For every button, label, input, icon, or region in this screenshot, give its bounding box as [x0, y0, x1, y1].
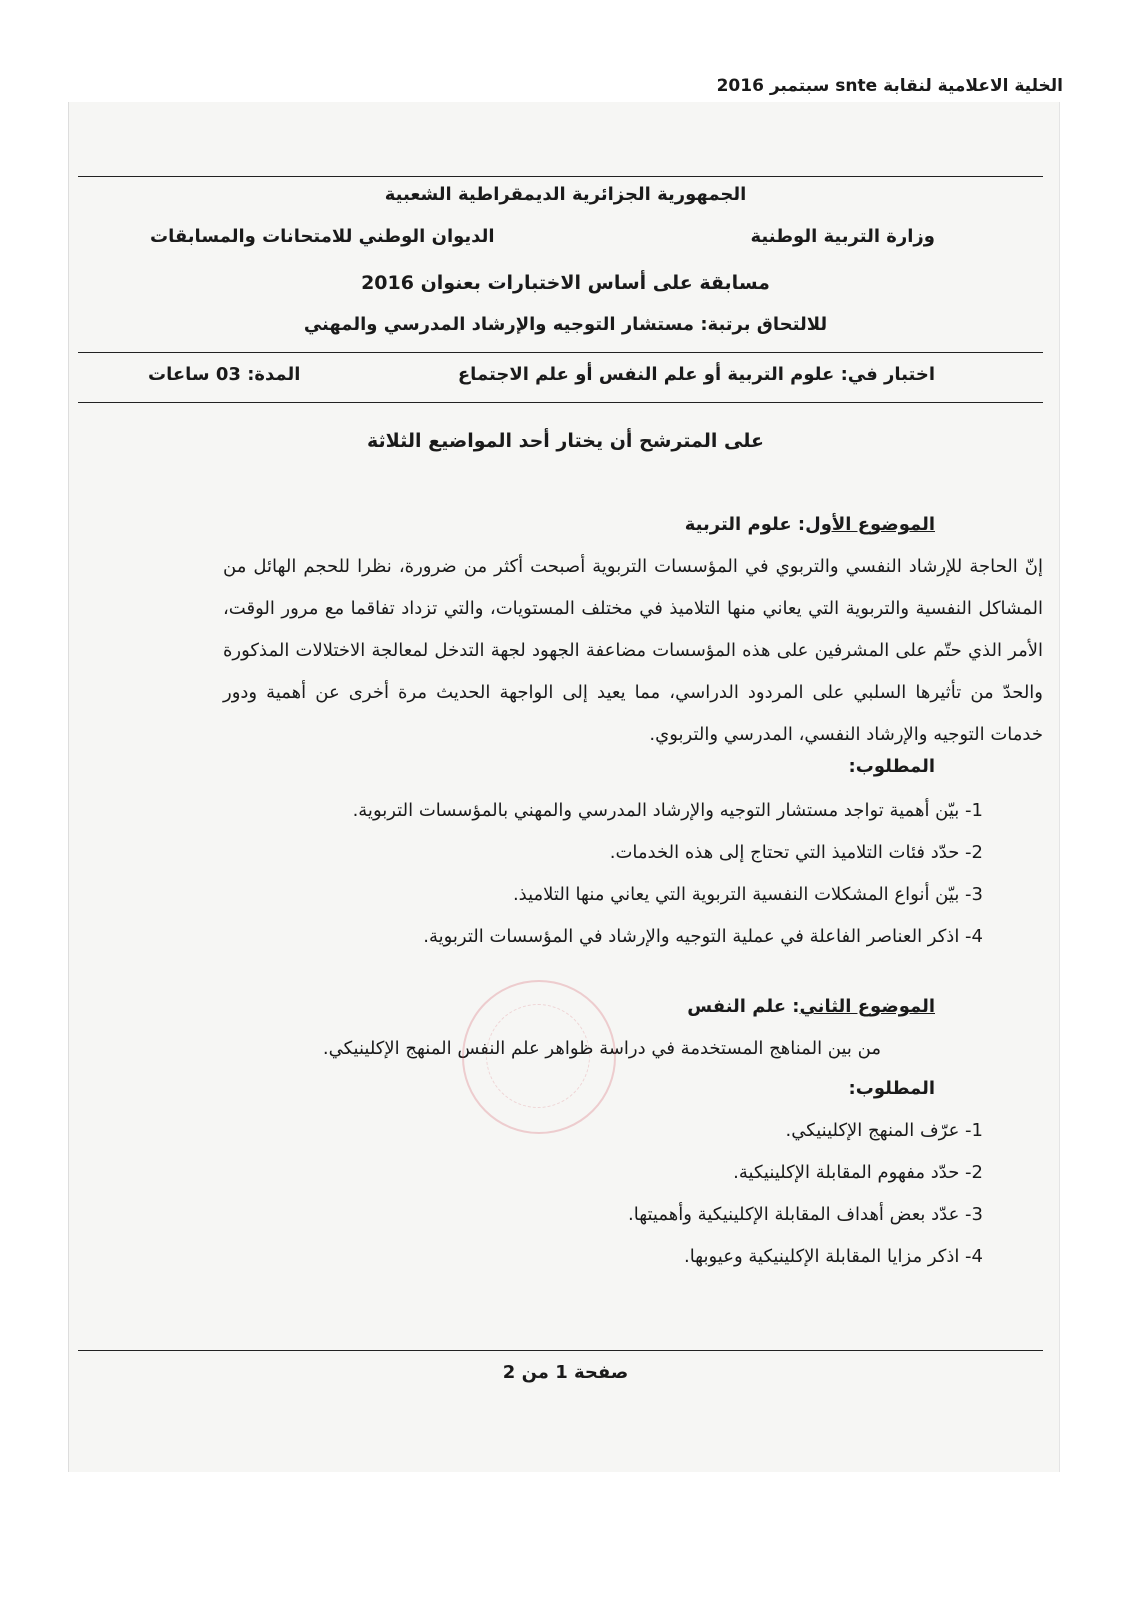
topic2-subject: : علم النفس [687, 996, 800, 1017]
competition-title: مسابقة على أساس الاختبارات بعنوان 2016 [361, 272, 770, 294]
official-stamp-inner [486, 1004, 590, 1108]
rank-line: للالتحاق برتبة: مستشار التوجيه والإرشاد المدرسي والمهني [303, 314, 828, 335]
page-number: صفحة 1 من 2 [502, 1362, 629, 1383]
header-banner: الخلية الاعلامية لنقابة snte سبتمبر 2016 [716, 76, 1063, 96]
exam-subject: اختبار في: علوم التربية أو علم النفس أو علم الاجتماع [457, 364, 935, 385]
subject-rule-bottom [78, 402, 1043, 403]
topic1-question: 3- بيّن أنواع المشكلات النفسية التربوية التي يعاني منها التلاميذ. [512, 884, 983, 905]
topic2-paragraph: من بين المناهج المستخدمة في دراسة ظواهر علم النفس المنهج الإكلينيكي. [322, 1038, 881, 1059]
topic2-required-label: المطلوب: [848, 1078, 935, 1099]
topic2-question: 2- حدّد مفهوم المقابلة الإكلينيكية. [733, 1162, 983, 1183]
instruction: على المترشح أن يختار أحد المواضيع الثلاثة [367, 430, 764, 452]
footer-rule [78, 1350, 1043, 1351]
top-rule [78, 176, 1043, 177]
office-name: الديوان الوطني للامتحانات والمسابقات [150, 226, 495, 247]
topic1-question-list [353, 790, 983, 958]
topic2-title [687, 996, 935, 1017]
topic2-question: 4- اذكر مزايا المقابلة الإكلينيكية وعيوبها. [683, 1246, 983, 1267]
ministry-name: وزارة التربية الوطنية [750, 226, 935, 247]
topic1-question: 2- حدّد فئات التلاميذ التي تحتاج إلى هذه الخدمات. [609, 842, 983, 863]
topic1-label: الموضوع الأول [805, 514, 935, 535]
exam-duration: المدة: 03 ساعات [148, 364, 301, 385]
topic2-question: 1- عرّف المنهج الإكلينيكي. [785, 1120, 983, 1141]
topic1-paragraph: إنّ الحاجة للإرشاد النفسي والتربوي في المؤسسات التربوية أصبحت أكثر من ضرورة، نظرا للحجم الهائل من المشاكل النفسية والتربوية التي يعاني منها التلاميذ في مختلف المستويات، والتي تزداد تفاقما مع مرور الوقت، الأمر الذي حتّم على المشرفين على هذه المؤسسات مضاعفة الجهود لجهة التدخل لمعالجة الاختلالات المذكورة والحدّ من تأثيرها السلبي على المردود الدراسي، مما يعيد إلى الواجهة الحديث مرة أخرى عن أهمية ودور خدمات التوجيه والإرشاد النفسي، المدرسي والتربوي. [223, 556, 1043, 745]
republic-title: الجمهورية الجزائرية الديمقراطية الشعبية [384, 184, 747, 205]
topic2-question: 3- عدّد بعض أهداف المقابلة الإكلينيكية وأهميتها. [628, 1204, 983, 1225]
topic2-question-list [628, 1110, 983, 1278]
topic1-question: 1- بيّن أهمية تواجد مستشار التوجيه والإرشاد المدرسي والمهني بالمؤسسات التربوية. [352, 800, 983, 821]
topic1-title [685, 514, 935, 535]
topic1-subject: : علوم التربية [684, 514, 806, 535]
topic2-label: الموضوع الثاني [799, 996, 935, 1017]
topic1-required-label: المطلوب: [848, 756, 935, 777]
topic1-question: 4- اذكر العناصر الفاعلة في عملية التوجيه والإرشاد في المؤسسات التربوية. [423, 926, 983, 947]
subject-rule-top [78, 352, 1043, 353]
